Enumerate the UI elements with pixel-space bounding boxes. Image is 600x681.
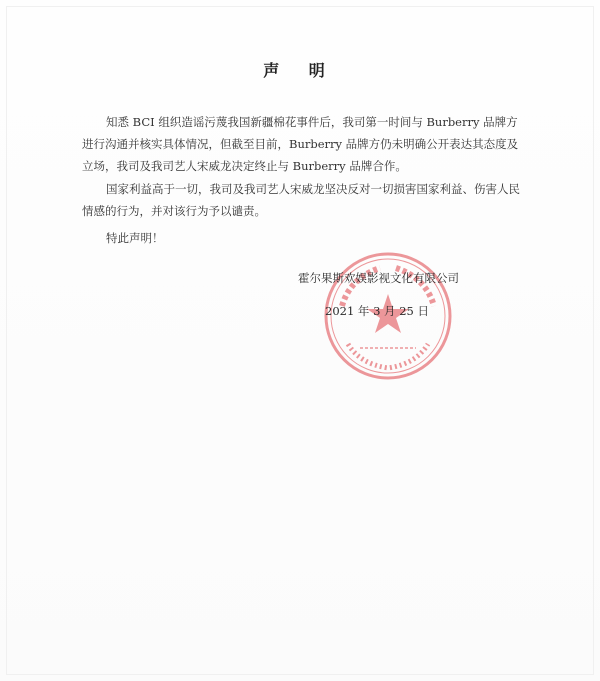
- paragraph-3: [82, 227, 522, 249]
- document-title: 声 明: [263, 61, 337, 80]
- company-name: 霍尔果斯欢娱影视文化有限公司: [298, 271, 459, 285]
- document-date: 2021 年 3 月 25 日: [325, 304, 429, 318]
- paragraph-2: [82, 178, 522, 222]
- paragraph-1: [82, 111, 522, 177]
- paragraph-3-text: 特此声明！: [106, 231, 164, 245]
- paragraph-2-text: 国家利益高于一切，我司及我司艺人宋威龙坚决反对一切损害国家利益、伤害人民情感的行为，并对该行为予以谴责。: [82, 182, 520, 218]
- page-border: [6, 6, 594, 675]
- paragraph-1-text: 知悉 BCI 组织造谣污蔑我国新疆棉花事件后，我司第一时间与 Burberry 品牌方进行沟通并核实具体情况，但截至目前，Burberry 品牌方仍未明确公开表达其态度及立场，我司及我司艺人宋威龙决定终止与 Burberry 品牌合作。: [82, 115, 519, 173]
